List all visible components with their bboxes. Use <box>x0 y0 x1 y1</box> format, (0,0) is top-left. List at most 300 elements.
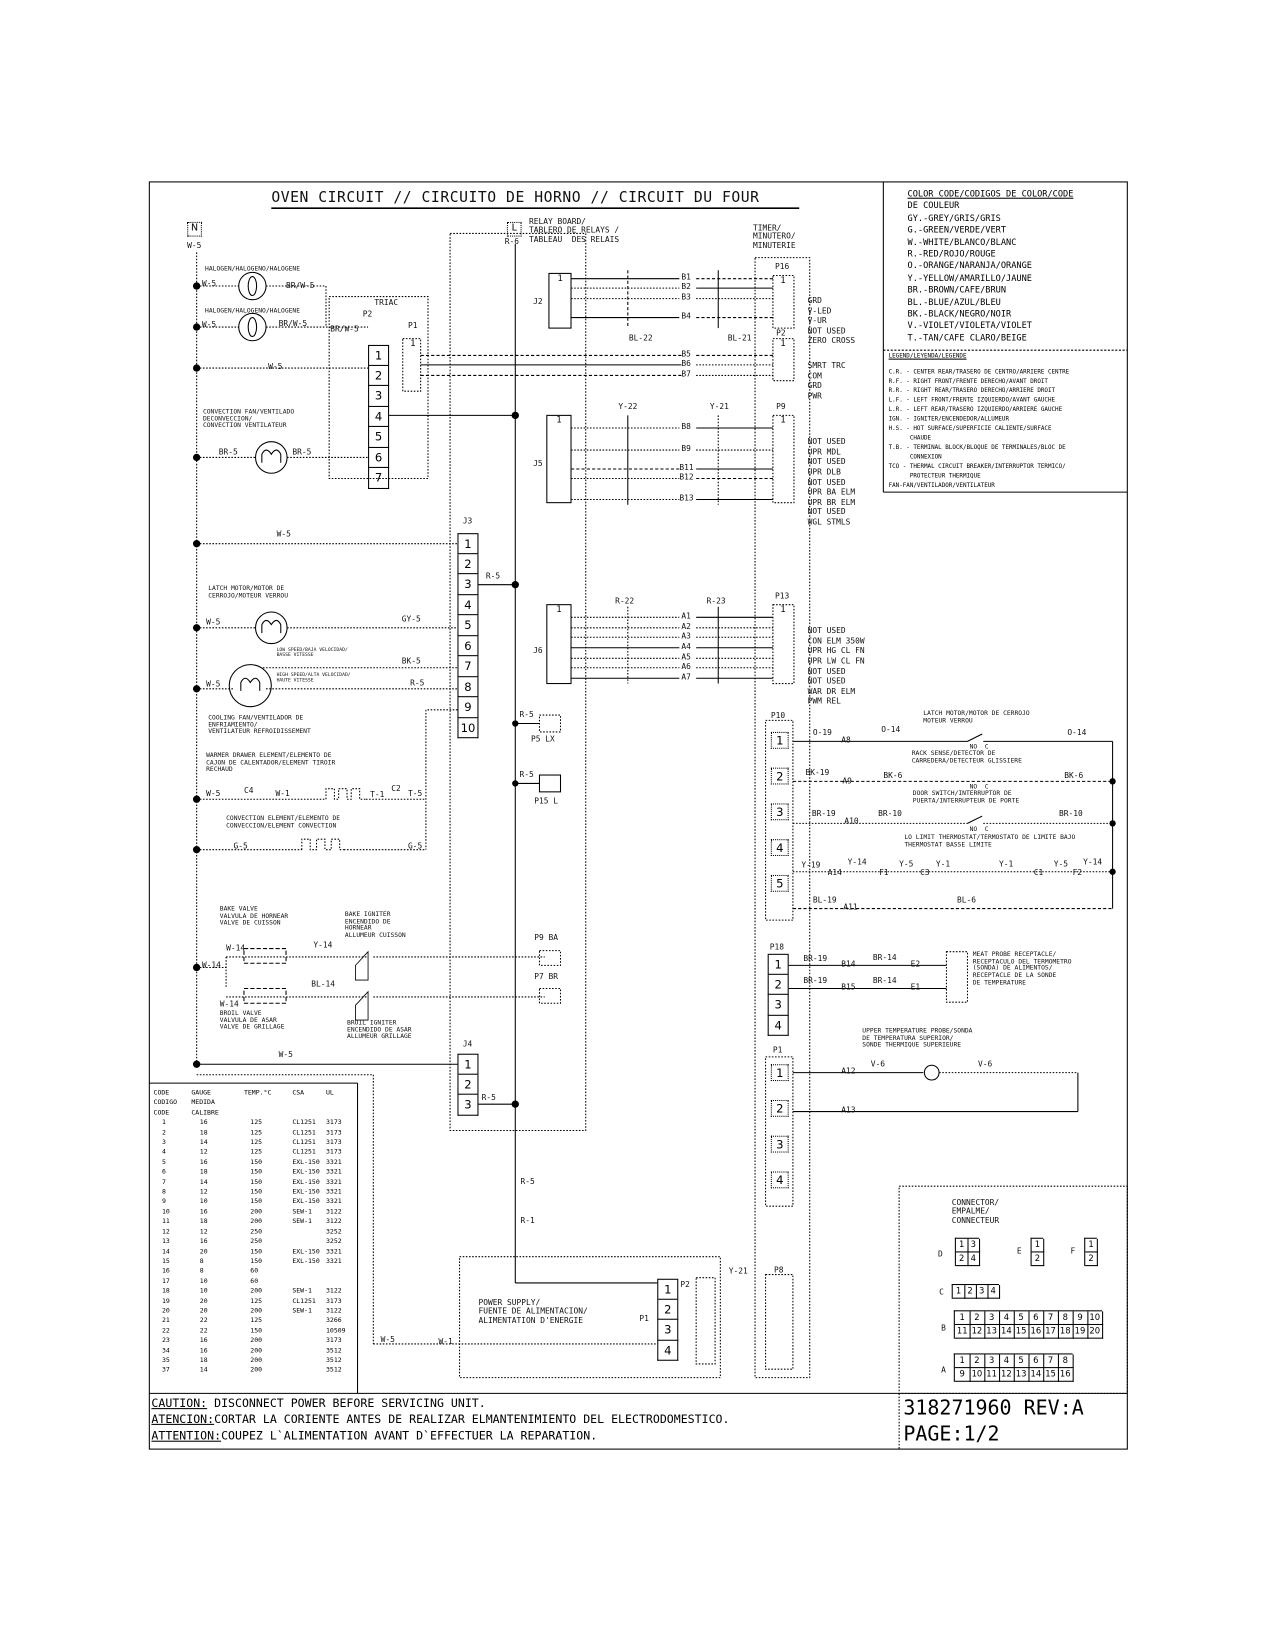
connector-cavity: 9 <box>955 1368 971 1382</box>
table-cell: 200 <box>250 1346 263 1355</box>
wire-label: BR-19 <box>803 975 828 986</box>
connector-pin: 8 <box>457 677 478 698</box>
legend-item: L.R. - LEFT REAR/TRASERO IZQUIERDO/ARRIERE GAUCHE <box>888 406 1063 414</box>
part-number: 318271960 REV:A <box>903 1396 1084 1420</box>
wire-label: W-14 <box>226 943 246 953</box>
table-cell: 3173 <box>325 1148 342 1157</box>
connector-cavity: 2 <box>964 1285 977 1299</box>
low-speed-label: LOW SPEED/BAJA VELOCIDAD/ BASSE VITESSE <box>276 647 348 659</box>
pin-function: NOT USED <box>807 436 846 447</box>
pin-function: NOT USED <box>807 507 846 517</box>
timer-label: TIMER/ MINUTERO/ MINUTERIE <box>752 222 796 251</box>
table-cell: 200 <box>250 1336 263 1345</box>
connector-cavity: 1 <box>955 1311 971 1325</box>
connector-f-label: F <box>1070 1246 1076 1256</box>
connector-cavity: 13 <box>1014 1368 1030 1382</box>
table-cell: 7 <box>161 1178 166 1186</box>
a-label: A4 <box>681 641 691 651</box>
wire-label: W-5 <box>278 1049 293 1059</box>
table-cell <box>292 1336 326 1346</box>
connector-e <box>1031 1238 1044 1266</box>
pin-function: NOT USED <box>807 666 846 676</box>
table-cell: 35 <box>161 1356 170 1364</box>
connector-cavity: 7 <box>1043 1354 1059 1368</box>
color-code-item: V.-VIOLET/VIOLETA/VIOLET <box>907 320 1032 331</box>
table-cell: 12 <box>199 1148 208 1157</box>
connector-pin: 6 <box>368 447 389 468</box>
table-cell: 18 <box>199 1129 208 1137</box>
table-cell <box>244 1108 292 1118</box>
connector-pin: 7 <box>368 468 389 489</box>
wire-label: GY-5 <box>401 614 421 624</box>
wire-label: E2 <box>910 959 921 969</box>
connector-cavity: 3 <box>967 1239 980 1253</box>
connector-cavity: 2 <box>956 1252 969 1266</box>
table-cell: CODIGO <box>153 1099 178 1107</box>
table-row <box>154 1336 352 1346</box>
upper-probe-label: UPPER TEMPERATURE PROBE/SONDA DE TEMPERATURA SUPERIOR/ SONDE THERMIQUE SUPERIEURE <box>862 1027 973 1049</box>
connector-b <box>954 1310 1102 1338</box>
color-code-item: Y.-YELLOW/AMARILLO/JAUNE <box>907 272 1032 283</box>
table-cell: 3321 <box>325 1188 342 1196</box>
wire-label: Y-5 <box>899 859 914 869</box>
bake-valve-label: BAKE VALVE VALVULA DE HORNEAR VALVE DE CUISSON <box>219 905 289 927</box>
pin-function: V-LED <box>807 305 832 315</box>
table-cell: 18 <box>199 1168 208 1176</box>
pin-function: ZERO CROSS <box>807 335 856 345</box>
warmer-drawer-label: WARMER DRAWER ELEMENT/ELEMENTO DE CAJON DE CALENTADOR/ELEMENT TIROIR RECHAUD <box>206 751 336 774</box>
table-row <box>154 1138 352 1148</box>
table-cell <box>292 1276 326 1286</box>
table-cell: EXL-150 <box>292 1198 320 1206</box>
table-row <box>154 1306 352 1316</box>
table-cell: SEW-1 <box>292 1307 312 1315</box>
table-cell: 125 <box>250 1316 263 1325</box>
table-cell: CL1251 <box>292 1148 316 1157</box>
table-cell: 3512 <box>325 1356 342 1364</box>
table-cell: CALIBRE <box>191 1109 219 1117</box>
legend-item: C.R. - CENTER REAR/TRASERO DE CENTRO/ARRIERE CENTRE <box>888 369 1070 376</box>
connector-c-label: C <box>939 1287 944 1297</box>
table-row <box>154 1197 352 1207</box>
table-cell: 8 <box>199 1267 204 1275</box>
connector-cavity: 4 <box>999 1311 1015 1325</box>
table-cell <box>292 1237 326 1247</box>
pin-function: UPR BA ELM <box>807 487 856 497</box>
table-cell: SEW-1 <box>292 1218 312 1226</box>
wire-label: R-5 <box>481 1092 496 1103</box>
switch-contacts: NO C <box>969 743 989 751</box>
table-cell: 16 <box>161 1267 170 1275</box>
table-cell: 200 <box>250 1366 263 1374</box>
j5-label: J5 <box>533 458 543 468</box>
wire-label: R-23 <box>706 596 726 606</box>
table-cell: 20 <box>199 1307 208 1315</box>
table-cell <box>292 1365 326 1375</box>
table-cell: 150 <box>250 1168 263 1176</box>
legend-item: T.B. - TERMINAL BLOCK/BLOQUE DE TERMINALES/BLOC DE CONNEXION <box>888 444 1066 461</box>
table-cell: MEDIDA <box>191 1099 215 1107</box>
p16-label: P16 <box>775 261 790 272</box>
color-code-item: GY.-GREY/GRIS/GRIS <box>907 212 1001 223</box>
connector-pin: 5 <box>368 427 389 448</box>
pin-function: UPR LW CL FN <box>807 656 865 666</box>
table-cell: 2 <box>161 1129 166 1137</box>
table-cell: CODE <box>153 1089 170 1097</box>
connector-pin: 4 <box>771 839 789 856</box>
j5-pin-1: 1 <box>556 415 562 426</box>
connector-pin: 1 <box>457 533 478 554</box>
pin-function: UPR DLB <box>807 466 841 477</box>
table-row <box>154 1266 352 1276</box>
table-cell: 200 <box>250 1356 263 1364</box>
wire-label: Y-22 <box>618 401 638 412</box>
table-cell: 34 <box>161 1346 170 1355</box>
table-cell: 3252 <box>325 1237 342 1246</box>
p10-connector <box>771 732 789 911</box>
wire-label: BK-19 <box>805 767 830 778</box>
connector-pin: 9 <box>457 697 478 718</box>
table-cell: 10 <box>199 1277 208 1285</box>
wire-label: W-14 <box>201 960 221 970</box>
relay-board-label: RELAY BOARD/ TABLERO DE RELAYS / TABLEAU DES RELAIS <box>528 216 620 244</box>
wire-label: G-5 <box>408 841 423 851</box>
connector-pin: 1 <box>771 1064 789 1081</box>
table-row <box>154 1326 352 1336</box>
wire-label: BK-5 <box>401 656 421 666</box>
color-code-item: R.-RED/ROJO/ROUGE <box>907 248 996 259</box>
wire-label: BL-19 <box>812 894 837 905</box>
a-label: A3 <box>681 630 691 641</box>
broil-igniter-label: BROIL IGNITER ENCENDIDO DE ASAR ALLUMEUR GRILLAGE <box>347 1019 412 1041</box>
pin-function: GRD <box>807 381 822 391</box>
table-row <box>154 1207 352 1217</box>
p15-l-label: P15 L <box>534 796 558 806</box>
p2-label: P2 <box>362 309 373 319</box>
connector-pin: 3 <box>768 995 789 1016</box>
wire-label: R-5 <box>519 769 534 780</box>
wire-label: BL-21 <box>727 333 752 343</box>
connector-b-label: B <box>941 1322 946 1333</box>
connector-pin: 2 <box>457 1074 478 1095</box>
table-cell: 37 <box>161 1366 170 1374</box>
wire-label: O-14 <box>1067 727 1087 738</box>
connector-cavity: 15 <box>1014 1325 1030 1339</box>
connector-cavity: 13 <box>984 1325 1000 1339</box>
rack-sense-label: RACK SENSE/DETECTOR DE CARREDERA/DETECTEUR GLISSIERE <box>911 749 1022 765</box>
b-label: B9 <box>681 443 691 454</box>
abbreviation-legend <box>889 352 1126 491</box>
connector-d-label: D <box>938 1249 943 1259</box>
table-cell: 21 <box>161 1316 170 1325</box>
wire-label: O-14 <box>881 724 901 735</box>
b-label: B12 <box>679 472 694 482</box>
table-cell: 14 <box>199 1178 208 1186</box>
connector-key-title: CONNECTOR/ EMPALME/ CONNECTEUR <box>951 1197 1000 1225</box>
connector-cavity: 3 <box>984 1354 1000 1368</box>
wire-label: BR-10 <box>1058 808 1083 819</box>
table-cell: 23 <box>161 1336 170 1345</box>
pin-function: NOT USED <box>807 456 846 467</box>
connector-cavity: 1 <box>955 1354 971 1368</box>
wire-label: Y-14 <box>1083 857 1103 867</box>
connector-pin: 2 <box>457 554 478 575</box>
wire-label: W-5 <box>206 788 221 799</box>
wire-label: W-5 <box>206 679 221 689</box>
connector-pin: 1 <box>768 954 789 975</box>
connector-a <box>954 1353 1073 1381</box>
table-cell <box>326 1098 351 1108</box>
table-row <box>154 1227 352 1237</box>
connector-pin: 3 <box>368 386 389 407</box>
table-row <box>154 1118 352 1128</box>
table-cell: 17 <box>161 1277 170 1285</box>
p1-probe-label: P1 <box>772 1045 783 1055</box>
table-row <box>154 1158 352 1168</box>
wire-label: W-14 <box>219 999 239 1009</box>
wire-label: BR/W-5 <box>286 280 315 291</box>
table-cell: 150 <box>250 1178 263 1186</box>
wire-label: A14 <box>827 867 842 878</box>
table-cell: 150 <box>250 1158 263 1167</box>
neutral-terminal: N <box>187 222 202 237</box>
connector-cavity: 6 <box>1028 1311 1044 1325</box>
table-cell: 9 <box>161 1198 166 1206</box>
p13-pin-functions <box>808 606 865 717</box>
table-cell: 12 <box>161 1227 170 1236</box>
connector-pin: 3 <box>457 1095 478 1116</box>
table-cell: 14 <box>199 1366 208 1374</box>
connector-pin: 7 <box>457 656 478 677</box>
table-cell: 8 <box>161 1188 166 1196</box>
p13-pin-1: 1 <box>780 604 786 616</box>
table-cell: CL1251 <box>292 1129 316 1137</box>
power-supply-p1-connector <box>657 1279 678 1361</box>
table-cell: 3321 <box>325 1178 342 1186</box>
wire-label: T-5 <box>408 788 423 799</box>
a-label: A5 <box>681 651 691 662</box>
wire-label: BR-19 <box>811 808 836 819</box>
table-cell: 6 <box>161 1168 166 1176</box>
wire-label: A12 <box>841 1066 856 1076</box>
table-cell: 13 <box>161 1237 170 1246</box>
table-cell: 20 <box>199 1247 208 1256</box>
connector-pin: 2 <box>368 365 389 386</box>
table-cell: 125 <box>250 1129 263 1137</box>
table-cell: 8 <box>199 1257 204 1265</box>
table-cell <box>292 1316 326 1326</box>
connector-cavity: 7 <box>1043 1311 1059 1325</box>
connector-cavity: 5 <box>1014 1354 1030 1368</box>
table-row <box>154 1237 352 1247</box>
b-label: B11 <box>679 462 694 473</box>
table-cell: 20 <box>199 1297 208 1305</box>
part-number-block <box>903 1395 1083 1448</box>
wire-label: W-5 <box>268 361 283 372</box>
table-cell: 18 <box>199 1356 208 1364</box>
color-code-item: T.-TAN/CAFE CLARO/BEIGE <box>907 332 1027 343</box>
table-row <box>154 1286 352 1296</box>
a-label: A6 <box>681 661 691 671</box>
b-label: B4 <box>681 311 691 321</box>
p16-pin-1: 1 <box>780 275 786 287</box>
pin-function: GRD <box>807 295 822 305</box>
wire-label: R-22 <box>615 596 635 606</box>
attention-text: COUPEZ L`ALIMENTATION AVANT D`EFFECTUER LA REPARATION. <box>221 1428 598 1443</box>
wire-label: Y-14 <box>847 857 867 867</box>
table-cell: 3122 <box>325 1208 342 1216</box>
wire-label: Y-21 <box>709 401 729 412</box>
switch-contacts: NO C <box>969 825 989 833</box>
table-cell: 3173 <box>325 1336 342 1345</box>
connector-cavity: 14 <box>1028 1368 1044 1382</box>
connector-cavity: 17 <box>1043 1325 1059 1339</box>
p18-connector <box>768 954 789 1036</box>
connector-cavity: 10 <box>1087 1311 1103 1325</box>
table-row <box>154 1355 352 1365</box>
attention-key: ATTENTION: <box>151 1428 222 1443</box>
table-row <box>154 1168 352 1178</box>
a-label: A2 <box>681 621 691 631</box>
wire-label: B14 <box>841 959 856 969</box>
connector-pin: 2 <box>768 974 789 995</box>
table-cell: EXL-150 <box>292 1158 320 1167</box>
wire-label: W-1 <box>275 788 290 799</box>
connector-pin: 4 <box>457 595 478 616</box>
table-header-row <box>154 1108 352 1118</box>
pin-function: V-UR <box>807 315 827 325</box>
table-cell: 3122 <box>325 1218 342 1226</box>
table-cell: 250 <box>250 1237 263 1246</box>
wire-label: Y-14 <box>313 940 333 950</box>
table-row <box>154 1257 352 1267</box>
table-cell: 15 <box>161 1257 170 1265</box>
connector-cavity: 19 <box>1073 1325 1089 1339</box>
table-cell <box>292 1346 326 1356</box>
p1-label: P1 <box>408 320 418 331</box>
caution-text: DISCONNECT POWER BEFORE SERVICING UNIT. <box>207 1396 486 1411</box>
p1-pin-1: 1 <box>410 338 416 350</box>
color-code-item: W.-WHITE/BLANCO/BLANC <box>907 236 1017 247</box>
connector-cavity: 2 <box>1085 1252 1098 1266</box>
wire-label: E1 <box>910 982 921 992</box>
table-cell <box>292 1355 326 1365</box>
wire-label: Y-1 <box>999 859 1014 869</box>
b-label: B13 <box>679 493 694 503</box>
connector-pin: 1 <box>657 1279 678 1300</box>
p5-lx-label: P5 LX <box>531 734 555 744</box>
table-cell: EXL-150 <box>292 1257 320 1265</box>
wire-label: R-5 <box>410 678 425 688</box>
p10-label: P10 <box>770 710 786 721</box>
table-cell: 12 <box>199 1227 208 1236</box>
caution-block <box>151 1395 729 1443</box>
pin-function: WGL STMLS <box>807 517 851 527</box>
table-cell: 18 <box>161 1287 170 1295</box>
wire-label: BR-5 <box>218 446 238 457</box>
triac-p2-connector <box>368 345 389 489</box>
wire-label: Y-1 <box>935 859 951 869</box>
high-speed-label: HIGH SPEED/ALTA VELOCIDAD/ HAUTE VITESSE <box>276 673 351 684</box>
psu-p2-label: P2 <box>680 1279 690 1290</box>
legend-item: R.F. - RIGHT FRONT/FRENTE DERECHO/AVANT DROIT <box>888 378 1048 385</box>
pin-function: UPR MDL <box>807 446 841 457</box>
convection-element-label: CONVECTION ELEMENT/ELEMENTO DE CONVECCION/ELEMENT CONVECTION <box>226 814 341 830</box>
j6-label: J6 <box>533 645 543 656</box>
connector-f <box>1084 1238 1097 1266</box>
table-cell: TEMP.°C <box>243 1089 272 1097</box>
pin-function: SMRT TRC <box>807 360 846 371</box>
table-cell <box>292 1108 326 1118</box>
wire-label: BR/W-5 <box>330 323 359 334</box>
connector-cavity: 9 <box>1073 1311 1089 1325</box>
connector-pin: 3 <box>771 803 789 820</box>
table-row <box>154 1365 352 1375</box>
atencion-key: ATENCION: <box>151 1412 215 1427</box>
connector-cavity: 1 <box>1085 1239 1098 1253</box>
connector-cavity: 12 <box>999 1368 1015 1382</box>
color-code-heading-2: DE COULEUR <box>907 200 960 211</box>
connector-pin: 10 <box>457 718 478 739</box>
connector-e-label: E <box>1016 1246 1022 1256</box>
table-cell: 22 <box>199 1326 208 1335</box>
wire-label: BR-10 <box>878 808 902 819</box>
connector-pin: 4 <box>771 1171 789 1188</box>
connector-cavity: 1 <box>1032 1239 1045 1253</box>
connector-a-label: A <box>941 1364 946 1375</box>
table-cell: 200 <box>250 1208 263 1216</box>
table-cell: 3512 <box>325 1366 342 1374</box>
color-code-item: BR.-BROWN/CAFE/BRUN <box>907 284 1007 295</box>
table-cell: 150 <box>250 1257 263 1265</box>
table-cell: 60 <box>250 1277 259 1285</box>
table-cell: 200 <box>250 1218 263 1226</box>
door-switch-label: DOOR SWITCH/INTERRUPTOR DE PUERTA/INTERRUPTEUR DE PORTE <box>912 789 1020 805</box>
table-cell <box>244 1098 292 1108</box>
p2-pin-functions <box>808 341 846 412</box>
j3-label: J3 <box>462 516 473 526</box>
color-code-legend <box>908 188 1074 344</box>
j6-pin-1: 1 <box>556 604 562 616</box>
line-terminal: L <box>507 222 522 237</box>
b-label: B2 <box>681 281 691 292</box>
table-cell: 125 <box>250 1119 263 1127</box>
wire-label: C1 <box>1033 867 1044 878</box>
triac-label: TRIAC <box>374 297 399 308</box>
table-cell: 14 <box>161 1247 170 1256</box>
wire-label: W-5 <box>206 617 221 627</box>
table-cell: 16 <box>199 1158 208 1167</box>
table-cell: 16 <box>199 1336 208 1345</box>
connector-cavity: 4 <box>987 1285 1000 1299</box>
table-cell: 150 <box>250 1247 263 1256</box>
meat-probe-label: MEAT PROBE RECEPTACLE/ RECEPTACULO DEL TERMOMETRO (SONDA) DE ALIMENTOS/ RECEPTACLE DE LA SONDE DE TEMPERATURE <box>972 950 1072 987</box>
wire-label: BL-6 <box>956 894 976 905</box>
connector-pin: 4 <box>768 1015 789 1036</box>
j2-pin-1: 1 <box>557 273 563 284</box>
connector-cavity: 16 <box>1028 1325 1044 1339</box>
wire-label: Y-5 <box>1053 859 1068 869</box>
connector-pin: 3 <box>457 574 478 595</box>
table-cell: 22 <box>161 1326 170 1335</box>
connector-pin: 6 <box>457 636 478 657</box>
connector-pin: 2 <box>771 1100 789 1117</box>
p7-br-label: P7 BR <box>534 971 558 982</box>
connector-cavity: 2 <box>1032 1252 1045 1266</box>
pin-function: NOT USED <box>807 676 846 686</box>
table-cell: 3266 <box>325 1316 342 1325</box>
b-label: B6 <box>681 358 691 369</box>
